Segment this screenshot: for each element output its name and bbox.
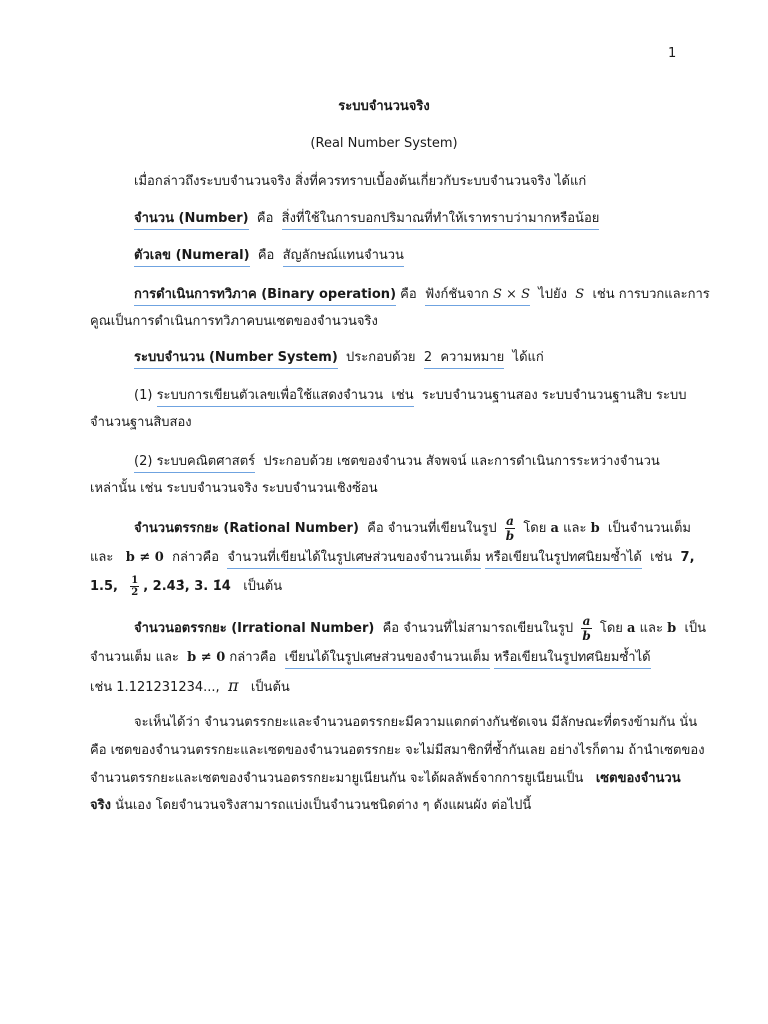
var-b: b <box>590 521 600 536</box>
etc-word: เป็นต้น <box>250 680 290 695</box>
etc-word: เป็นต้น <box>243 579 283 594</box>
item-1-rest: ระบบจำนวนฐานสอง ระบบจำนวนฐานสิบ ระบบ <box>421 388 687 403</box>
page-number: 1 <box>668 46 677 61</box>
fraction-numerator: a <box>506 514 514 528</box>
irrational-example: เช่น 1.121231234..., <box>90 680 220 695</box>
and-word: และ <box>563 521 587 536</box>
real-number-set-bold: เซตของจำนวน <box>595 771 681 786</box>
irrational-line-3 <box>90 676 290 698</box>
namely-word: กล่าวคือ <box>172 550 220 565</box>
irrational-term: จำนวนอตรรกยะ (Irrational Number) <box>134 621 375 636</box>
number-term: จำนวน (Number) <box>134 211 249 230</box>
var-a: a <box>550 521 559 536</box>
binary-operation-line-2: คูณเป็นการดำเนินการทวิภาคบนเซตของจำนวนจริง <box>90 314 378 329</box>
pi-symbol: π <box>227 676 239 695</box>
count-value: 2 <box>423 350 433 365</box>
irrational-rest: เป็น <box>684 621 707 636</box>
numeral-definition-text: สัญลักษณ์แทนจำนวน <box>283 248 404 267</box>
meaning-count <box>424 350 504 369</box>
irrational-integer-and: จำนวนเต็ม และ <box>90 650 179 665</box>
item-1-label: (1) <box>134 388 153 403</box>
irrational-text: คือ จำนวนที่ไม่สามารถเขียนในรูป <box>382 621 574 636</box>
and-word: และ <box>639 621 663 636</box>
condition-b-not-zero: b ≠ 0 <box>125 550 164 565</box>
is-word: คือ <box>400 287 417 302</box>
rational-line-3 <box>90 574 282 600</box>
half-numerator: 1 <box>131 575 139 586</box>
is-word: คือ <box>257 248 275 263</box>
conclusion-union-text: จำนวนตรรกยะและเซตของจำนวนอตรรกยะมายูเนียนกัน จะได้ผลลัพธ์จากการยูเนียนเป็น <box>90 771 584 786</box>
irrational-line-1 <box>134 612 706 646</box>
binary-operation-rest: เช่น การบวกและการ <box>592 287 710 302</box>
item-2-rest: ประกอบด้วย เซตของจำนวน สัจพจน์ และการดำเนินการระหว่างจำนวน <box>263 454 660 469</box>
conclusion-line-4 <box>90 796 531 816</box>
item-1-text: ระบบการเขียนตัวเลขเพื่อใช้แสดงจำนวน <box>156 388 384 403</box>
binary-operation-line-1 <box>134 285 710 305</box>
conclusion-final-text: นั่นเอง โดยจำนวนจริงสามารถแบ่งเป็นจำนวนชนิดต่าง ๆ ดังแผนผัง ต่อไปนี้ <box>115 798 532 813</box>
math-s-cross-s: S × S <box>493 287 530 302</box>
rational-fraction-underline: จำนวนที่เขียนได้ในรูปเศษส่วนของจำนวนเต็ม <box>227 550 481 569</box>
fraction-denominator: b <box>505 529 515 543</box>
rational-repeating-underline: หรือเขียนในรูปทศนิยมซ้ำได้ <box>485 550 642 569</box>
example-repeating-decimals: , 2.43̇, 3. 1̇4̇ <box>143 579 231 594</box>
fraction-denominator: b <box>582 629 591 643</box>
to-word: ไปยัง <box>538 287 567 302</box>
numeral-term: ตัวเลข (Numeral) <box>134 248 250 267</box>
intro-paragraph: เมื่อกล่าวถึงระบบจำนวนจริง สิ่งที่ควรทราบเบื้องต้นเกี่ยวกับระบบจำนวนจริง ได้แก่ <box>134 174 587 189</box>
fraction-numerator: a <box>582 614 591 628</box>
namely-word: กล่าวคือ <box>229 650 277 665</box>
is-word: คือ <box>256 211 274 226</box>
number-system-term: ระบบจำนวน (Number System) <box>134 350 338 369</box>
meaning-word: ความหมาย <box>440 350 505 365</box>
condition-b-not-zero: b ≠ 0 <box>187 650 226 665</box>
item-2-underlined <box>134 454 255 473</box>
irrational-line-2 <box>90 648 651 668</box>
conclusion-line-3 <box>90 769 681 789</box>
by-word: โดย <box>523 521 547 536</box>
item-2-label: (2) <box>134 454 153 469</box>
number-definition <box>134 209 599 229</box>
function-from-text: ฟังก์ชันจาก <box>424 287 489 302</box>
page-title: ระบบจำนวนจริง <box>338 99 430 114</box>
fraction-a-over-b <box>505 514 515 543</box>
by-word: โดย <box>599 621 623 636</box>
var-a: a <box>627 621 636 636</box>
eg-word: เช่น <box>650 550 673 565</box>
number-definition-text: สิ่งที่ใช้ในการบอกปริมาณที่ทำให้เราทราบว่ามากหรือน้อย <box>282 211 600 230</box>
eg-word: เช่น <box>391 388 414 403</box>
rational-term: จำนวนตรรกยะ (Rational Number) <box>134 521 359 536</box>
are-word: ได้แก่ <box>512 350 544 365</box>
conclusion-line-1: จะเห็นได้ว่า จำนวนตรรกยะและจำนวนอตรรกยะมีความแตกต่างกันชัดเจน มีลักษณะที่ตรงข้ามกัน นั่น <box>134 715 698 730</box>
item-1-line-1 <box>134 386 687 406</box>
rational-line-2 <box>90 548 695 568</box>
conclusion-line-2: คือ เซตของจำนวนตรรกยะและเซตของจำนวนอตรรกยะ จะไม่มีสมาชิกที่ซ้ำกันเลย อย่างไรก็ตาม ถ้านำเซตของ <box>90 743 705 758</box>
item-2-line-1 <box>134 452 660 472</box>
rational-rest: เป็นจำนวนเต็ม <box>607 521 691 536</box>
half-denominator: 2 <box>131 587 139 598</box>
item-1-underlined <box>157 388 414 407</box>
numeral-definition <box>134 246 404 266</box>
math-s: S <box>575 287 585 302</box>
example-seven: 7, <box>680 550 695 565</box>
and-word: และ <box>90 550 114 565</box>
page-subtitle: (Real Number System) <box>310 136 458 151</box>
item-2-text: ระบบคณิตศาสตร์ <box>156 454 256 469</box>
rational-line-1 <box>134 512 691 546</box>
var-b: b <box>667 621 677 636</box>
consists-of-word: ประกอบด้วย <box>346 350 416 365</box>
binary-operation-def <box>425 287 530 306</box>
fraction-one-half <box>130 575 139 598</box>
irrational-repeating-underline: หรือเขียนในรูปทศนิยมซ้ำได้ <box>494 650 651 669</box>
item-2-line-2: เหล่านั้น เช่น ระบบจำนวนจริง ระบบจำนวนเชิงซ้อน <box>90 481 378 496</box>
item-1-line-2: จำนวนฐานสิบสอง <box>90 415 192 430</box>
rational-text: คือ จำนวนที่เขียนในรูป <box>367 521 497 536</box>
fraction-a-over-b <box>581 614 591 643</box>
real-bold: จริง <box>90 798 111 813</box>
number-system-line <box>134 348 544 368</box>
irrational-fraction-underline: เขียนได้ในรูปเศษส่วนของจำนวนเต็ม <box>285 650 490 669</box>
example-one-point-five: 1.5, <box>90 579 118 594</box>
binary-operation-term: การดำเนินการทวิภาค (Binary operation) <box>134 287 396 306</box>
